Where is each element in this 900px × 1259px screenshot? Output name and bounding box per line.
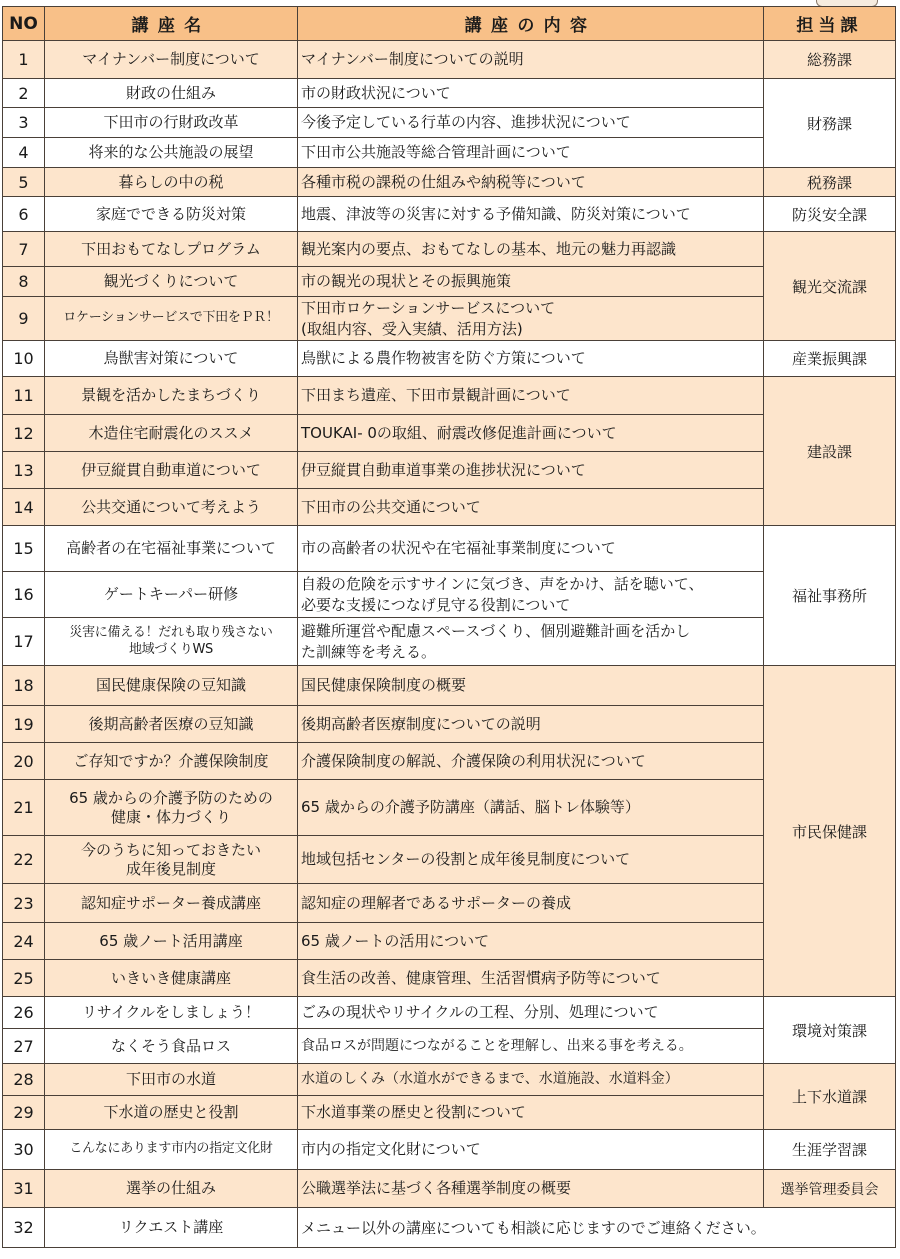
row-no: 9 <box>3 297 45 341</box>
row-title: 後期高齢者医療の豆知識 <box>45 706 298 743</box>
row-no: 17 <box>3 618 45 666</box>
row-desc: 後期高齢者医療制度についての説明 <box>298 706 764 743</box>
row-title: マイナンバー制度について <box>45 41 298 79</box>
table-row <box>3 1170 896 1208</box>
row-title: 財政の仕組み <box>45 79 298 108</box>
row-desc: 伊豆縦貫自動車道事業の進捗状況について <box>298 452 764 489</box>
row-no: 18 <box>3 666 45 706</box>
table-row <box>3 1029 896 1064</box>
table-row <box>3 297 896 341</box>
row-desc: 食生活の改善、健康管理、生活習慣病予防等について <box>298 960 764 997</box>
row-dept: 総務課 <box>764 41 896 79</box>
row-no: 31 <box>3 1170 45 1208</box>
row-no: 23 <box>3 884 45 923</box>
table-row <box>3 923 896 960</box>
row-desc: 下田まち遺産、下田市景観計画について <box>298 377 764 415</box>
row-no: 10 <box>3 341 45 377</box>
row-title: 景観を活かしたまちづくり <box>45 377 298 415</box>
row-no: 27 <box>3 1029 45 1064</box>
row-title: 伊豆縦貫自動車道について <box>45 452 298 489</box>
row-title: 下田市の水道 <box>45 1064 298 1096</box>
row-desc: 65 歳からの介護予防講座（講話、脳トレ体験等） <box>298 780 764 836</box>
row-title: 木造住宅耐震化のススメ <box>45 415 298 452</box>
row-no: 4 <box>3 138 45 168</box>
table-row <box>3 79 896 108</box>
table-row <box>3 960 896 997</box>
row-desc: 避難所運営や配慮スペースづくり、個別避難計画を活かし た訓練等を考える。 <box>298 618 764 666</box>
row-title: ご存知ですか？介護保険制度 <box>45 743 298 780</box>
row-no: 22 <box>3 836 45 884</box>
row-no: 3 <box>3 108 45 138</box>
row-no: 29 <box>3 1096 45 1130</box>
table-row <box>3 168 896 197</box>
row-no: 7 <box>3 232 45 267</box>
table-row <box>3 836 896 884</box>
table-row <box>3 666 896 706</box>
row-title: 鳥獣害対策について <box>45 341 298 377</box>
table-row <box>3 138 896 168</box>
row-desc: 市の財政状況について <box>298 79 764 108</box>
table-row <box>3 1064 896 1096</box>
row-dept: 建設課 <box>764 377 896 526</box>
row-title: 公共交通について考えよう <box>45 489 298 526</box>
row-title: 下田市の行財政改革 <box>45 108 298 138</box>
row-desc: 地震、津波等の災害に対する予備知識、防災対策について <box>298 197 764 232</box>
row-desc: マイナンバー制度についての説明 <box>298 41 764 79</box>
table-row <box>3 743 896 780</box>
row-no: 28 <box>3 1064 45 1096</box>
row-no: 11 <box>3 377 45 415</box>
table-row <box>3 780 896 836</box>
row-title: 認知症サポーター養成講座 <box>45 884 298 923</box>
table-row <box>3 1208 896 1248</box>
row-dept: 環境対策課 <box>764 997 896 1064</box>
row-title: 暮らしの中の税 <box>45 168 298 197</box>
row-desc: 各種市税の課税の仕組みや納税等について <box>298 168 764 197</box>
header-title: 講座名 <box>45 7 298 41</box>
row-title: なくそう食品ロス <box>45 1029 298 1064</box>
row-dept: 上下水道課 <box>764 1064 896 1130</box>
row-desc: 65 歳ノートの活用について <box>298 923 764 960</box>
table-row <box>3 997 896 1029</box>
row-no: 16 <box>3 572 45 618</box>
row-title: 家庭でできる防災対策 <box>45 197 298 232</box>
row-desc: 鳥獣による農作物被害を防ぐ方策について <box>298 341 764 377</box>
row-title: 国民健康保険の豆知識 <box>45 666 298 706</box>
row-desc: TOUKAI- 0の取組、耐震改修促進計画について <box>298 415 764 452</box>
row-desc: 水道のしくみ（水道水ができるまで、水道施設、水道料金） <box>298 1064 764 1096</box>
table-row <box>3 884 896 923</box>
row-desc: メニュー以外の講座についても相談に応じますのでご連絡ください。 <box>298 1208 896 1248</box>
row-title: リサイクルをしましょう！ <box>45 997 298 1029</box>
row-dept: 生涯学習課 <box>764 1130 896 1170</box>
row-no: 6 <box>3 197 45 232</box>
row-desc: 市の観光の現状とその振興施策 <box>298 267 764 297</box>
table-row <box>3 267 896 297</box>
row-desc: 下田市公共施設等総合管理計画について <box>298 138 764 168</box>
row-title: ロケーションサービスで下田をＰＲ！ <box>45 297 298 341</box>
row-title: リクエスト講座 <box>45 1208 298 1248</box>
table-row <box>3 489 896 526</box>
table-row <box>3 197 896 232</box>
table-row <box>3 108 896 138</box>
row-desc: 国民健康保険制度の概要 <box>298 666 764 706</box>
row-title: 災害に備える！だれも取り残さない 地域づくりWS <box>45 618 298 666</box>
row-desc: 下田市ロケーションサービスについて (取組内容、受入実績、活用方法) <box>298 297 764 341</box>
row-title: 65 歳からの介護予防のための 健康・体力づくり <box>45 780 298 836</box>
row-no: 21 <box>3 780 45 836</box>
row-desc: 下田市の公共交通について <box>298 489 764 526</box>
table-row <box>3 452 896 489</box>
row-desc: ごみの現状やリサイクルの工程、分別、処理について <box>298 997 764 1029</box>
row-title: 高齢者の在宅福祉事業について <box>45 526 298 572</box>
table-row <box>3 415 896 452</box>
row-title: こんなにあります市内の指定文化財 <box>45 1130 298 1170</box>
row-no: 1 <box>3 41 45 79</box>
row-title: ゲートキーパー研修 <box>45 572 298 618</box>
row-desc: 観光案内の要点、おもてなしの基本、地元の魅力再認識 <box>298 232 764 267</box>
row-title: 65 歳ノート活用講座 <box>45 923 298 960</box>
row-dept: 税務課 <box>764 168 896 197</box>
header-dept: 担当課 <box>764 7 896 41</box>
row-dept: 観光交流課 <box>764 232 896 341</box>
row-dept: 財務課 <box>764 79 896 168</box>
row-no: 2 <box>3 79 45 108</box>
lecture-table <box>2 6 896 1248</box>
row-desc: 市の高齢者の状況や在宅福祉事業制度について <box>298 526 764 572</box>
table-row <box>3 232 896 267</box>
row-title: 将来的な公共施設の展望 <box>45 138 298 168</box>
row-dept: 産業振興課 <box>764 341 896 377</box>
table-row <box>3 1130 896 1170</box>
table-row <box>3 1096 896 1130</box>
row-no: 32 <box>3 1208 45 1248</box>
row-no: 26 <box>3 997 45 1029</box>
row-no: 15 <box>3 526 45 572</box>
row-no: 19 <box>3 706 45 743</box>
table-row <box>3 572 896 618</box>
row-title: 選挙の仕組み <box>45 1170 298 1208</box>
row-no: 12 <box>3 415 45 452</box>
header-no: NO <box>3 7 45 41</box>
row-no: 13 <box>3 452 45 489</box>
table-row <box>3 341 896 377</box>
table-row <box>3 377 896 415</box>
row-desc: 自殺の危険を示すサインに気づき、声をかけ、話を聴いて、 必要な支援につなげ見守る役割について <box>298 572 764 618</box>
row-title: 下田おもてなしプログラム <box>45 232 298 267</box>
table-row <box>3 526 896 572</box>
header-content: 講座の内容 <box>298 7 764 41</box>
row-no: 5 <box>3 168 45 197</box>
row-desc: 認知症の理解者であるサポーターの養成 <box>298 884 764 923</box>
row-no: 20 <box>3 743 45 780</box>
row-no: 25 <box>3 960 45 997</box>
table-row <box>3 41 896 79</box>
row-no: 24 <box>3 923 45 960</box>
row-dept: 市民保健課 <box>764 666 896 997</box>
row-desc: 地域包括センターの役割と成年後見制度について <box>298 836 764 884</box>
row-title: 今のうちに知っておきたい 成年後見制度 <box>45 836 298 884</box>
row-title: 下水道の歴史と役割 <box>45 1096 298 1130</box>
row-no: 8 <box>3 267 45 297</box>
row-desc: 介護保険制度の解説、介護保険の利用状況について <box>298 743 764 780</box>
row-dept: 福祉事務所 <box>764 526 896 666</box>
row-desc: 今後予定している行革の内容、進捗状況について <box>298 108 764 138</box>
row-desc: 下水道事業の歴史と役割について <box>298 1096 764 1130</box>
table-row <box>3 706 896 743</box>
row-no: 30 <box>3 1130 45 1170</box>
table-header-row <box>3 7 896 41</box>
table-row <box>3 618 896 666</box>
row-desc: 食品ロスが問題につながることを理解し、出来る事を考える。 <box>298 1029 764 1064</box>
row-dept: 防災安全課 <box>764 197 896 232</box>
row-title: いきいき健康講座 <box>45 960 298 997</box>
row-desc: 公職選挙法に基づく各種選挙制度の概要 <box>298 1170 764 1208</box>
row-no: 14 <box>3 489 45 526</box>
row-title: 観光づくりについて <box>45 267 298 297</box>
row-dept: 選挙管理委員会 <box>764 1170 896 1208</box>
row-desc: 市内の指定文化財について <box>298 1130 764 1170</box>
